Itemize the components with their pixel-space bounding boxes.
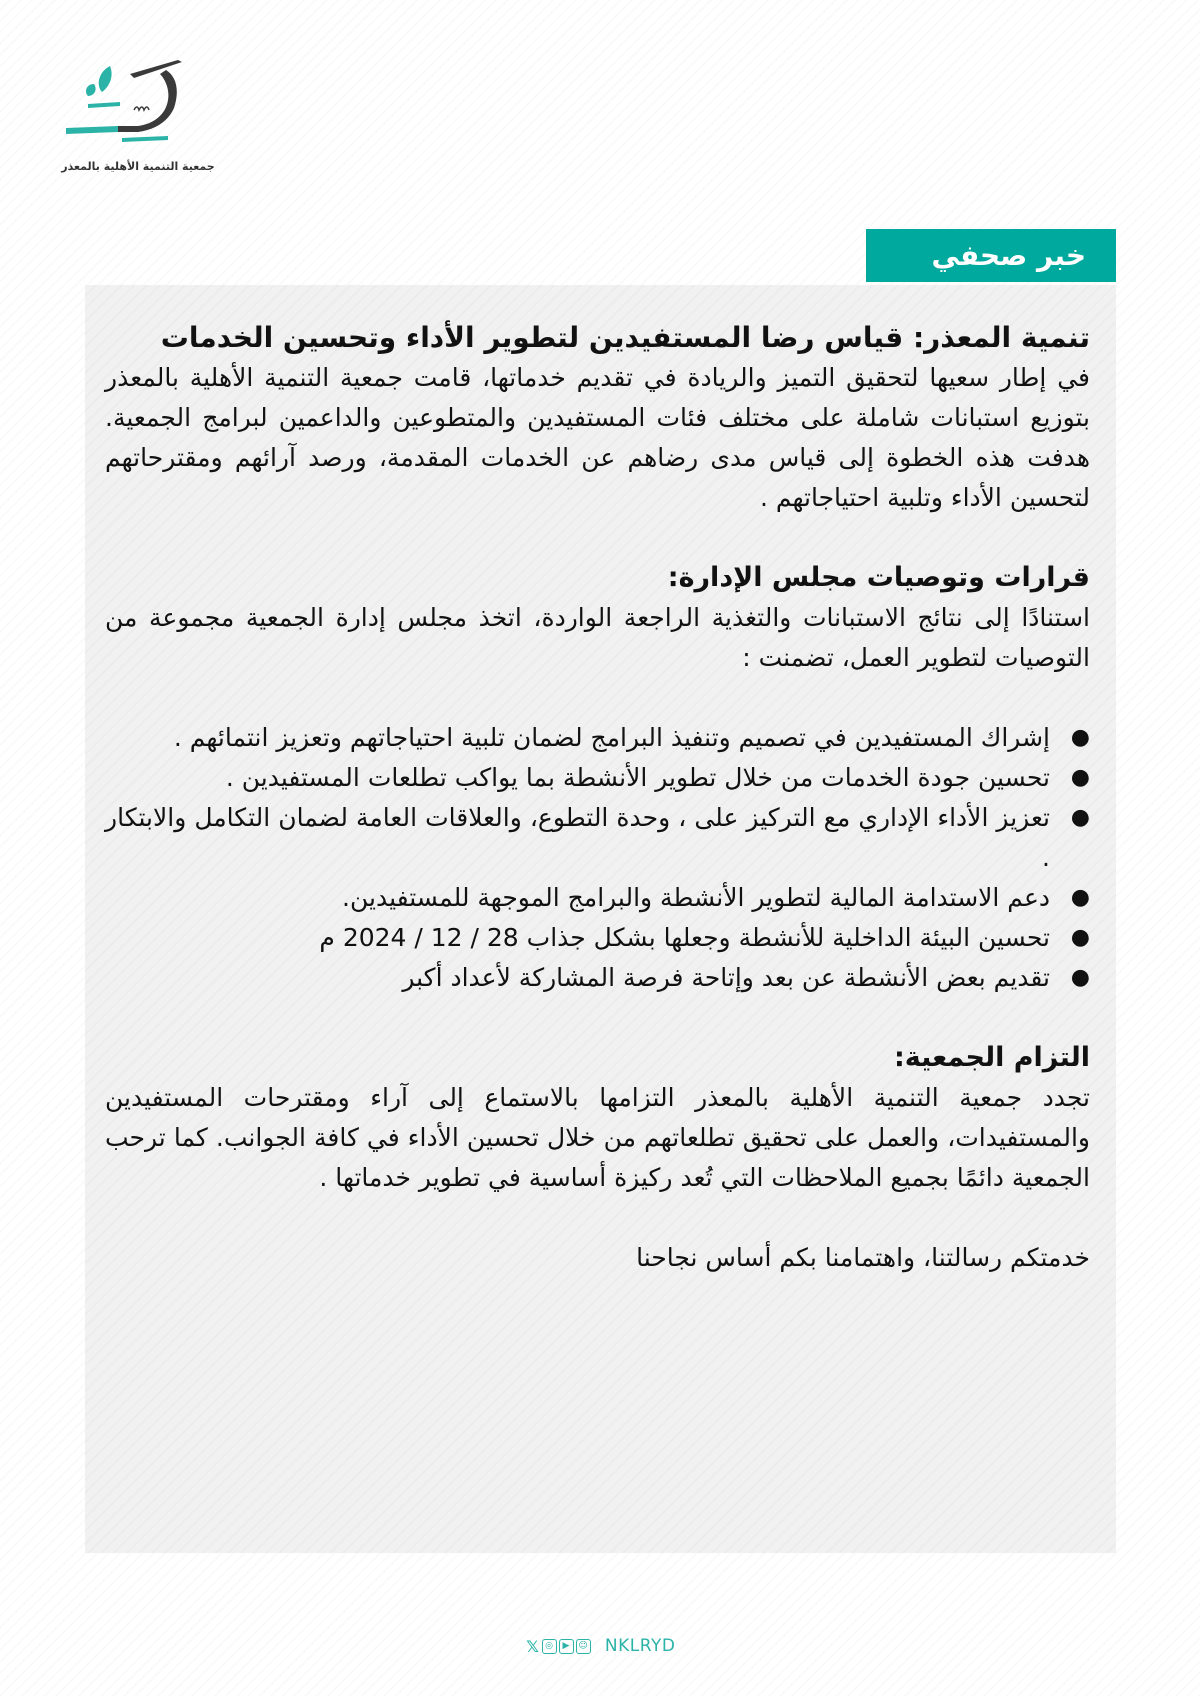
snapchat-icon[interactable]: ☺ [576,1639,591,1654]
board-paragraph: استنادًا إلى نتائج الاستبانات والتغذية الراجعة الواردة، اتخذ مجلس إدارة الجمعية مجموعة من التوصيات لتطوير العمل، تضمنت : [105,603,1090,672]
bullet-icon: ● [1070,885,1090,910]
list-item [105,718,1090,758]
list-item-text: تحسين البيئة الداخلية للأنشطة وجعلها بشكل جذاب 28 / 12 / 2024 م [319,923,1050,952]
bullet-icon: ● [1070,925,1090,950]
commitment-paragraph: تجدد جمعية التنمية الأهلية بالمعذر التزامها بالاستماع إلى آراء ومقترحات المستفيدين والمستفيدات، والعمل على تحقيق تطلعاتهم من خلال تحسين الأداء في كافة الجوانب. كما ترحب الجمعية دائمًا بجميع الملاحظات التي تُعد ركيزة أساسية في تطوير خدماتها . [105,1083,1090,1192]
spacer [105,998,1090,1038]
list-item [105,918,1090,958]
article-title: تنمية المعذر: قياس رضا المستفيدين لتطوير الأداء وتحسين الخدمات [160,321,1090,354]
social-icons [525,1636,592,1656]
bullet-icon: ● [1070,805,1090,830]
list-item-text: إشراك المستفيدين في تصميم وتنفيذ البرامج لضمان تلبية احتياجاتهم وتعزيز انتمائهم . [173,723,1050,752]
logo-mark-icon [58,56,218,156]
closing-line: خدمتكم رسالتنا، واهتمامنا بكم أساس نجاحنا [636,1243,1090,1272]
spacer [105,518,1090,558]
list-item [105,878,1090,918]
recommendations-list [105,718,1090,998]
bullet-icon: ● [1070,765,1090,790]
intro-paragraph: في إطار سعيها لتحقيق التميز والريادة في تقديم خدماتها، قامت جمعية التنمية الأهلية بالمعذر بتوزيع استبانات شاملة على مختلف فئات المستفيدين والمتطوعين والداعمين لبرامج الجمعية. هدفت هذه الخطوة إلى قياس مدى رضاهم عن الخدمات المقدمة، ورصد آرائهم ومقترحاتهم لتحسين الأداء وتلبية احتياجاتهم . [105,363,1090,512]
spacer [105,1198,1090,1238]
list-item-text: تعزيز الأداء الإداري مع التركيز على ، وحدة التطوع، والعلاقات العامة لضمان التكامل والابتكار . [105,803,1050,872]
youtube-icon[interactable]: ▶ [559,1639,574,1654]
organization-logo [58,56,218,180]
list-item [105,798,1090,878]
x-icon[interactable]: 𝕏 [526,1636,539,1656]
list-item-text: تحسين جودة الخدمات من خلال تطوير الأنشطة بما يواكب تطلعات المستفيدين . [225,763,1050,792]
spacer [105,678,1090,718]
commitment-heading: التزام الجمعية: [893,1042,1090,1073]
social-handle[interactable]: NKLRYD [604,1636,676,1656]
list-item [105,958,1090,998]
bullet-icon: ● [1070,965,1090,990]
article [105,318,1090,1278]
logo-caption: جمعية التنمية الأهلية بالمعذر [61,160,215,173]
instagram-icon[interactable]: ◎ [542,1639,557,1654]
board-heading: قرارات وتوصيات مجلس الإدارة: [667,562,1090,593]
bullet-icon: ● [1070,725,1090,750]
list-item-text: دعم الاستدامة المالية لتطوير الأنشطة والبرامج الموجهة للمستفيدين. [342,883,1050,912]
footer [0,1636,1200,1656]
list-item [105,758,1090,798]
news-badge: خبر صحفي [866,229,1116,282]
list-item-text: تقديم بعض الأنشطة عن بعد وإتاحة فرصة المشاركة لأعداد أكبر [402,963,1050,992]
